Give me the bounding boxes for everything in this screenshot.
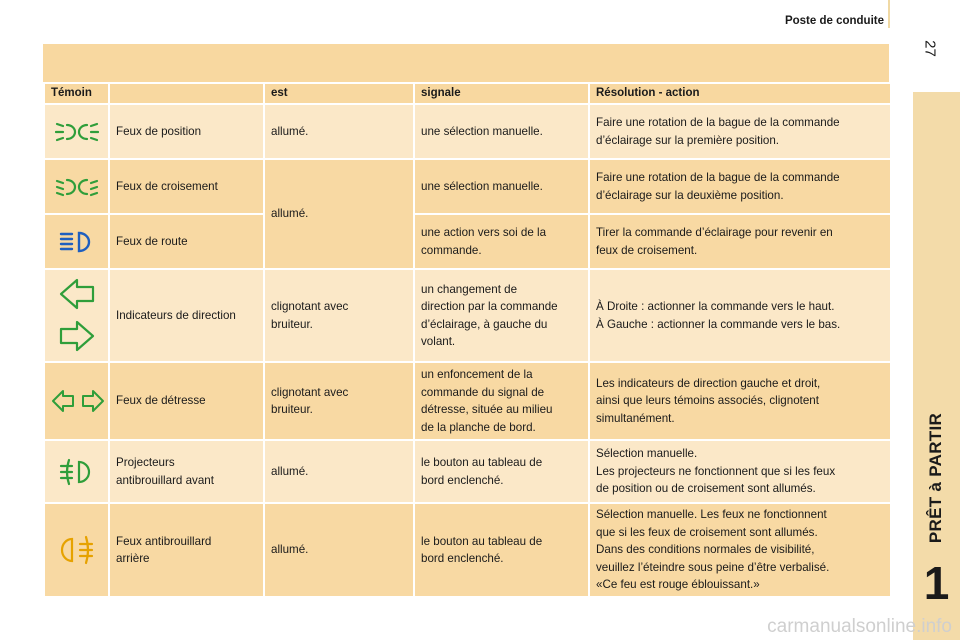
signal-line: le bouton au tableau de: [421, 534, 543, 548]
resolution-line: d’éclairage sur la deuxième position.: [596, 188, 784, 202]
light-resolution: [589, 440, 891, 503]
watermark: carmanualsonline.info: [767, 616, 952, 637]
table-row: [44, 269, 891, 362]
resolution-line: veuillez l’éteindre sous peine d’être verbalisé.: [596, 560, 830, 574]
signal-line: bord enclenché.: [421, 552, 504, 565]
light-state: allumé.: [264, 104, 414, 159]
light-resolution: [589, 269, 891, 362]
resolution-line: Faire une rotation de la bague de la commande: [596, 116, 840, 129]
table-row: [44, 159, 891, 214]
table-row: [44, 214, 891, 269]
chapter-number: 1: [923, 557, 950, 609]
front-fog-icon: [57, 458, 97, 486]
section-title: Poste de conduite: [784, 15, 884, 27]
table-row: [44, 104, 891, 159]
chapter-label: PRÊT à PARTIR: [926, 412, 945, 544]
light-resolution: [589, 104, 891, 159]
light-name: [109, 503, 264, 597]
resolution-line: feux de croisement.: [596, 243, 698, 257]
icon-cell: [44, 503, 109, 597]
resolution-line: simultanément.: [596, 411, 675, 425]
signal-line: volant.: [421, 335, 456, 348]
dipped-beam-icon: [55, 173, 99, 201]
signal-line: commande du signal de: [421, 385, 545, 399]
name-line: Feux antibrouillard: [116, 534, 212, 548]
light-signal: [414, 362, 589, 440]
warning-lights-table: [43, 82, 892, 598]
light-resolution: [589, 214, 891, 269]
icon-cell: [44, 104, 109, 159]
signal-line: une action vers soi de la: [421, 226, 547, 239]
resolution-line: d’éclairage sur la première position.: [596, 133, 780, 147]
state-line: bruiteur.: [271, 403, 313, 416]
resolution-line: À Gauche : actionner la commande vers le bas.: [596, 317, 841, 331]
light-signal: une sélection manuelle.: [414, 159, 589, 214]
signal-line: bord enclenché.: [421, 473, 504, 487]
light-resolution: [589, 362, 891, 440]
icon-cell: [44, 362, 109, 440]
light-signal: une sélection manuelle.: [414, 104, 589, 159]
light-name: Feux de détresse: [109, 362, 264, 440]
table-header-row: [44, 83, 891, 104]
light-resolution: [589, 503, 891, 597]
resolution-line: Tirer la commande d’éclairage pour revenir en: [596, 226, 833, 239]
light-signal: [414, 269, 589, 362]
resolution-line: Sélection manuelle.: [596, 447, 698, 461]
table-row: [44, 503, 891, 597]
signal-line: un changement de: [421, 282, 518, 296]
light-state: allumé.: [264, 159, 414, 269]
column-header-signale: signale: [414, 83, 589, 104]
resolution-line: de position ou de croisement sont allumés.: [596, 482, 816, 496]
column-header-resolution: Résolution - action: [589, 83, 891, 104]
light-signal: [414, 503, 589, 597]
light-state: allumé.: [264, 503, 414, 597]
table-row: [44, 440, 891, 503]
light-name: Feux de position: [109, 104, 264, 159]
resolution-line: «Ce feu est rouge éblouissant.»: [596, 578, 760, 592]
icon-cell: [44, 214, 109, 269]
resolution-line: Dans des conditions normales de visibilité,: [596, 543, 815, 557]
page-number: 27: [921, 40, 939, 57]
column-header-name: [109, 83, 264, 104]
state-line: clignotant avec: [271, 300, 349, 313]
resolution-line: Sélection manuelle. Les feux ne fonctionnent: [596, 508, 827, 522]
resolution-line: Faire une rotation de la bague de la commande: [596, 171, 840, 184]
name-line: arrière: [116, 552, 150, 565]
light-signal: [414, 214, 589, 269]
signal-line: détresse, située au milieu: [421, 403, 553, 416]
table-row: [44, 362, 891, 440]
light-state: [264, 269, 414, 362]
state-line: bruiteur.: [271, 317, 313, 331]
light-state: allumé.: [264, 440, 414, 503]
light-resolution: [589, 159, 891, 214]
icon-cell: [44, 159, 109, 214]
resolution-line: Les indicateurs de direction gauche et droit,: [596, 376, 821, 390]
hazard-lights-icon: [51, 388, 105, 414]
light-signal: [414, 440, 589, 503]
table-title-band: [43, 44, 889, 82]
resolution-line: que si les feux de croisement sont allumés.: [596, 525, 818, 539]
main-beam-icon: [57, 229, 97, 255]
signal-line: un enfoncement de la: [421, 368, 533, 381]
signal-line: direction par la commande: [421, 300, 558, 313]
resolution-line: Les projecteurs ne fonctionnent que si les feux: [596, 464, 836, 478]
light-name: Indicateurs de direction: [109, 269, 264, 362]
name-line: antibrouillard avant: [116, 473, 214, 487]
state-line: clignotant avec: [271, 385, 349, 399]
light-name: [109, 440, 264, 503]
resolution-line: ainsi que leurs témoins associés, clignotent: [596, 394, 819, 408]
column-header-temoin: Témoin: [44, 83, 109, 104]
rear-fog-icon: [56, 535, 98, 565]
light-name: Feux de route: [109, 214, 264, 269]
position-lights-icon: [55, 118, 99, 146]
signal-line: d’éclairage, à gauche du: [421, 317, 548, 331]
light-name: Feux de croisement: [109, 159, 264, 214]
icon-cell: [44, 269, 109, 362]
column-header-est: est: [264, 83, 414, 104]
signal-line: le bouton au tableau de: [421, 456, 543, 469]
signal-line: commande.: [421, 243, 482, 257]
signal-line: de la planche de bord.: [421, 420, 536, 434]
icon-cell: [44, 440, 109, 503]
direction-indicators-icon: [55, 276, 99, 356]
light-state: [264, 362, 414, 440]
resolution-line: À Droite : actionner la commande vers le haut.: [596, 300, 835, 313]
name-line: Projecteurs: [116, 456, 175, 469]
header-rule: [888, 0, 890, 28]
